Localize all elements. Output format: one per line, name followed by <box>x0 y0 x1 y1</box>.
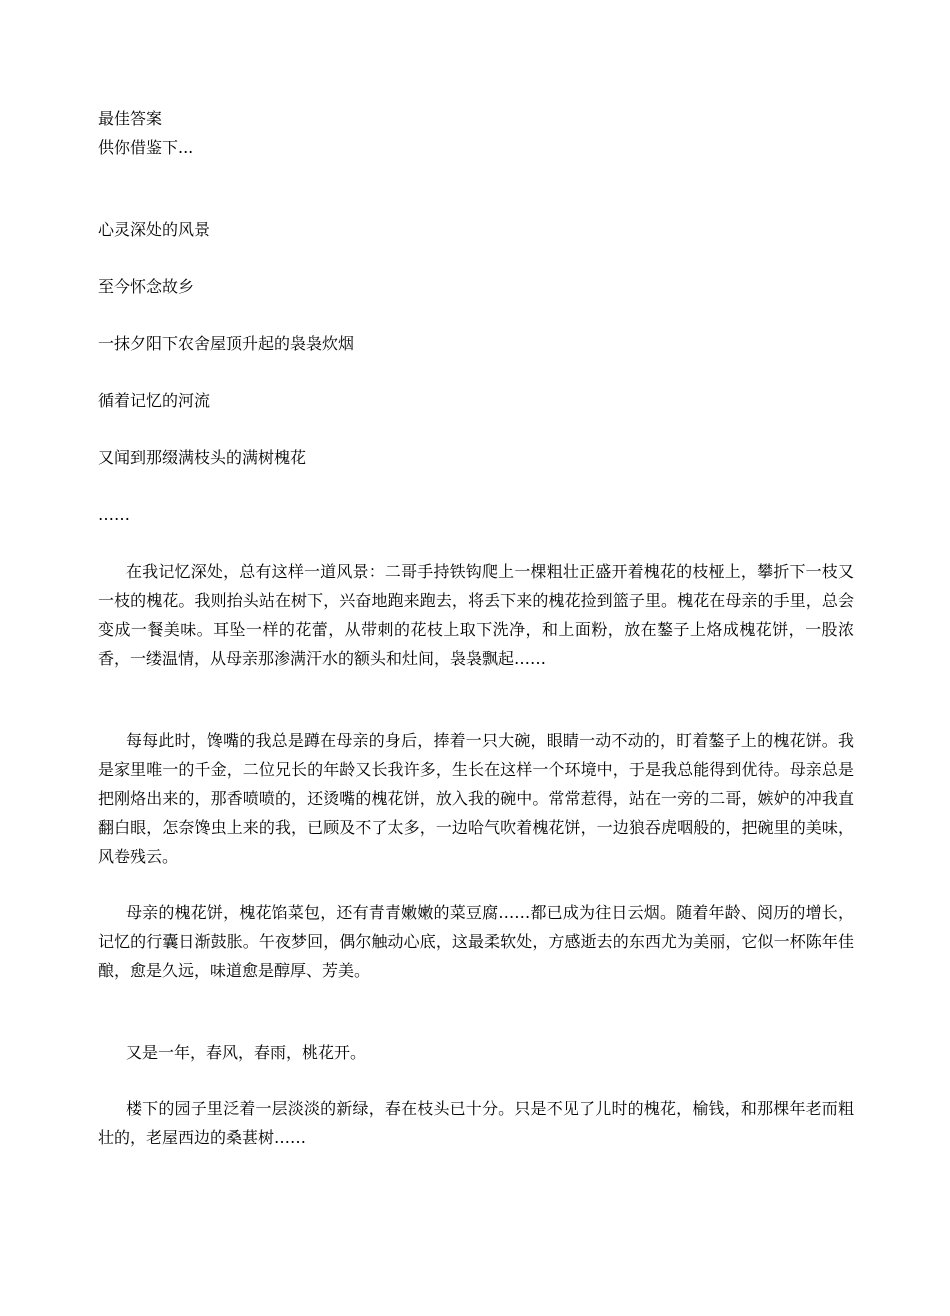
poem-line-4: 循着记忆的河流 <box>98 391 211 410</box>
reference-note: 供你借鉴下... <box>98 138 194 157</box>
spacer <box>98 162 854 215</box>
spacer <box>98 358 854 386</box>
poem-line-3: 一抹夕阳下农舍屋顶升起的袅袅炊烟 <box>98 334 355 353</box>
spacer <box>98 673 854 726</box>
paragraph-5: 楼下的园子里泛着一层淡淡的新绿，春在枝头已十分。只是不见了儿时的槐花，榆钱，和那棵年老而粗壮的，老屋西边的桑葚树…… <box>98 1099 854 1147</box>
paragraph-2: 每每此时，馋嘴的我总是蹲在母亲的身后，捧着一只大碗，眼睛一动不动的，盯着鏊子上的槐花饼。我是家里唯一的千金，二位兄长的年龄又长我许多，生长在这样一个环境中，于是我总能得到优待。母亲总是把刚烙出来的，那香喷喷的，还烫嘴的槐花饼，放入我的碗中。常常惹得，站在一旁的二哥，嫉妒的冲我直翻白眼，怎奈馋虫上来的我，已顾及不了太多，一边哈气吹着槐花饼，一边狼吞虎咽般的，把碗里的美味，风卷残云。 <box>98 731 854 866</box>
best-answer-heading: 最佳答案 <box>98 109 163 128</box>
poem-line-5: 又闻到那缀满枝头的满树槐花 <box>98 448 307 467</box>
document-body <box>98 104 854 1152</box>
spacer <box>98 472 854 500</box>
spacer <box>98 301 854 329</box>
poem-line-1: 心灵深处的风景 <box>98 220 211 239</box>
paragraph-3: 母亲的槐花饼，槐花馅菜包，还有青青嫩嫩的菜豆腐……都已成为往日云烟。随着年龄、阅历的增长，记忆的行囊日渐鼓胀。午夜梦回，偶尔触动心底，这最柔软处，方感逝去的东西尤为美丽，它似一杯陈年佳酿，愈是久远，味道愈是醇厚、芳美。 <box>98 903 854 980</box>
poem-ellipsis: …… <box>98 505 130 524</box>
paragraph-1: 在我记忆深处，总有这样一道风景：二哥手持铁钩爬上一棵粗壮正盛开着槐花的枝桠上，攀折下一枝又一枝的槐花。我则抬头站在树下，兴奋地跑来跑去，将丢下来的槐花捡到篮子里。槐花在母亲的手里，总会变成一餐美味。耳坠一样的花蕾，从带刺的花枝上取下洗净，和上面粉，放在鏊子上烙成槐花饼，一股浓香，一缕温情，从母亲那渗满汗水的额头和灶间，袅袅飘起…… <box>98 562 854 668</box>
paragraph-4: 又是一年，春风，春雨，桃花开。 <box>126 1043 367 1062</box>
spacer <box>98 529 854 557</box>
spacer <box>98 1067 854 1094</box>
spacer <box>98 985 854 1038</box>
poem-line-2: 至今怀念故乡 <box>98 277 195 296</box>
spacer <box>98 871 854 898</box>
spacer <box>98 244 854 272</box>
spacer <box>98 415 854 443</box>
